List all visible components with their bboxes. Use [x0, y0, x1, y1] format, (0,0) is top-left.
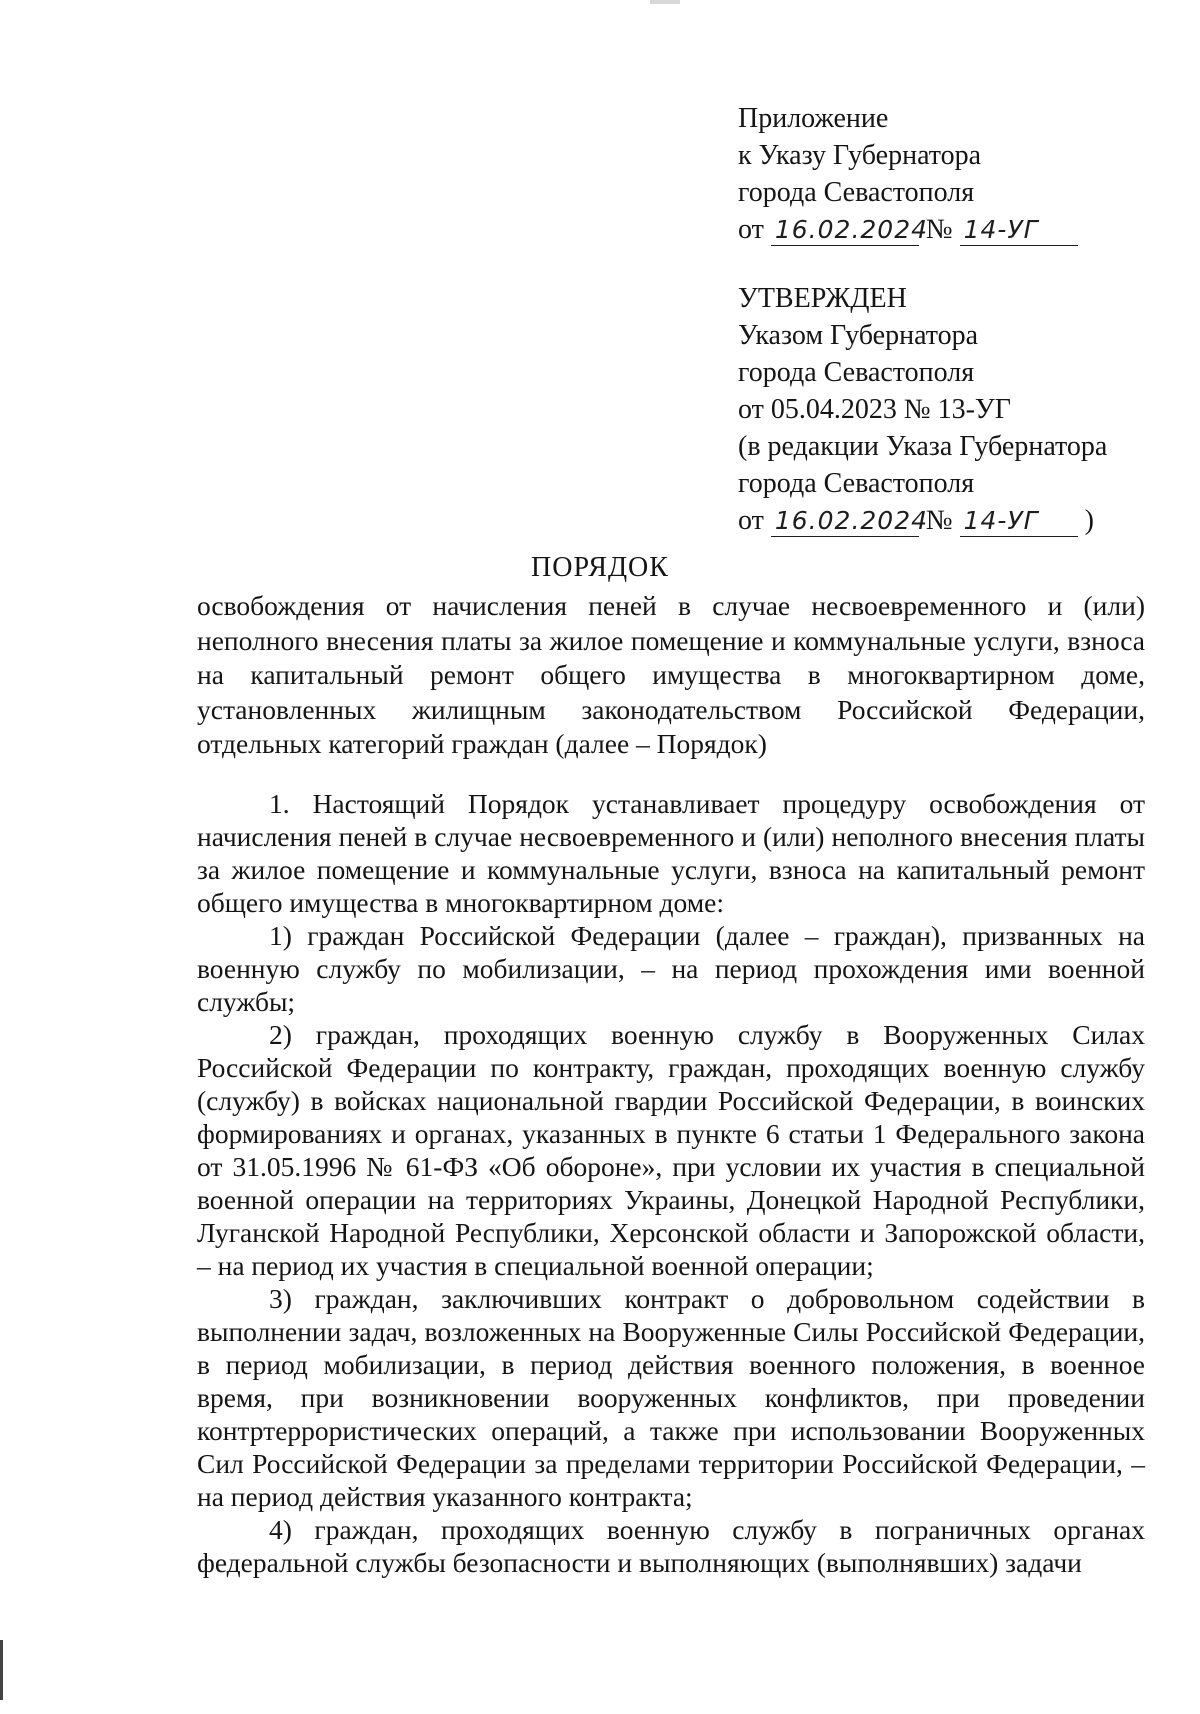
paragraph-1: 1. Настоящий Порядок устанавливает процедуру освобождения от начисления пеней в случае несвоевременного и (или) неполного внесения платы за жилое помещение и коммунальные услуги, взноса на капитальный ремонт общего имущества в многоквартирном доме:	[197, 788, 1145, 918]
scan-edge-mark	[0, 1640, 3, 1700]
handwritten-date: 16.02.2024	[771, 215, 919, 246]
approved-line: города Севастополя	[738, 468, 975, 499]
appendix-line: Приложение	[738, 103, 889, 134]
approved-heading: УТВЕРЖДЕН	[738, 283, 907, 314]
approved-line: от 05.04.2023 № 13-УГ	[738, 394, 1011, 425]
handwritten-date: 16.02.2024	[771, 506, 919, 537]
approved-date-line: от 16.02.2024 № 14-УГ )	[738, 505, 1094, 536]
list-item-2: 2) граждан, проходящих военную службу в Вооруженных Силах Российской Федерации по контракту, граждан, проходящих военную службу (службу) в войсках национальной гвардии Российской Федерации, в воинских формированиях и органах, указанных в пункте 6 статьи 1 Федерального закона от 31.05.1996 № 61-ФЗ «Об обороне», при условии их участия в специальной военной операции на территориях Украины, Донецкой Народной Республики, Луганской Народной Республики, Херсонской области и Запорожской области, – на период их участия в специальной военной операции;	[197, 1019, 1145, 1281]
scan-artifact	[650, 0, 680, 4]
approved-line: города Севастополя	[738, 357, 975, 388]
handwritten-number: 14-УГ	[960, 506, 1078, 537]
document-subtitle: освобождения от начисления пеней в случае несвоевременного и (или) неполного внесения платы за жилое помещение и коммунальные услуги, взноса на капитальный ремонт общего имущества в многоквартирном доме, установленных жилищным законодательством Российской Федерации, отдельных категорий граждан (далее – Порядок)	[197, 590, 1145, 759]
approved-line: Указом Губернатора	[738, 320, 979, 351]
list-item-1: 1) граждан Российской Федерации (далее – граждан), призванных на военную службу по мобилизации, – на период прохождения ими военной службы;	[197, 920, 1145, 1017]
document-title: ПОРЯДОК	[531, 552, 669, 583]
appendix-date-line: от 16.02.2024 № 14-УГ	[738, 211, 1178, 248]
appendix-line: к Указу Губернатора	[738, 140, 982, 171]
list-item-4: 4) граждан, проходящих военную службу в пограничных органах федеральной службы безопасности и выполняющих (выполнявших) задачи	[197, 1514, 1145, 1578]
handwritten-number: 14-УГ	[960, 215, 1078, 246]
list-item-3: 3) граждан, заключивших контракт о добровольном содействии в выполнении задач, возложенных на Вооруженные Силы Российской Федерации, в период мобилизации, в период действия военного положения, в военное время, при возникновении вооруженных конфликтов, при проведении контртеррористических операций, а также при использовании Вооруженных Сил Российской Федерации за пределами территории Российской Федерации, – на период действия указанного контракта;	[197, 1283, 1145, 1512]
document-body	[197, 787, 1145, 1579]
approved-line: (в редакции Указа Губернатора	[738, 431, 1108, 462]
header-block	[738, 100, 1178, 539]
appendix-line: города Севастополя	[738, 177, 975, 208]
